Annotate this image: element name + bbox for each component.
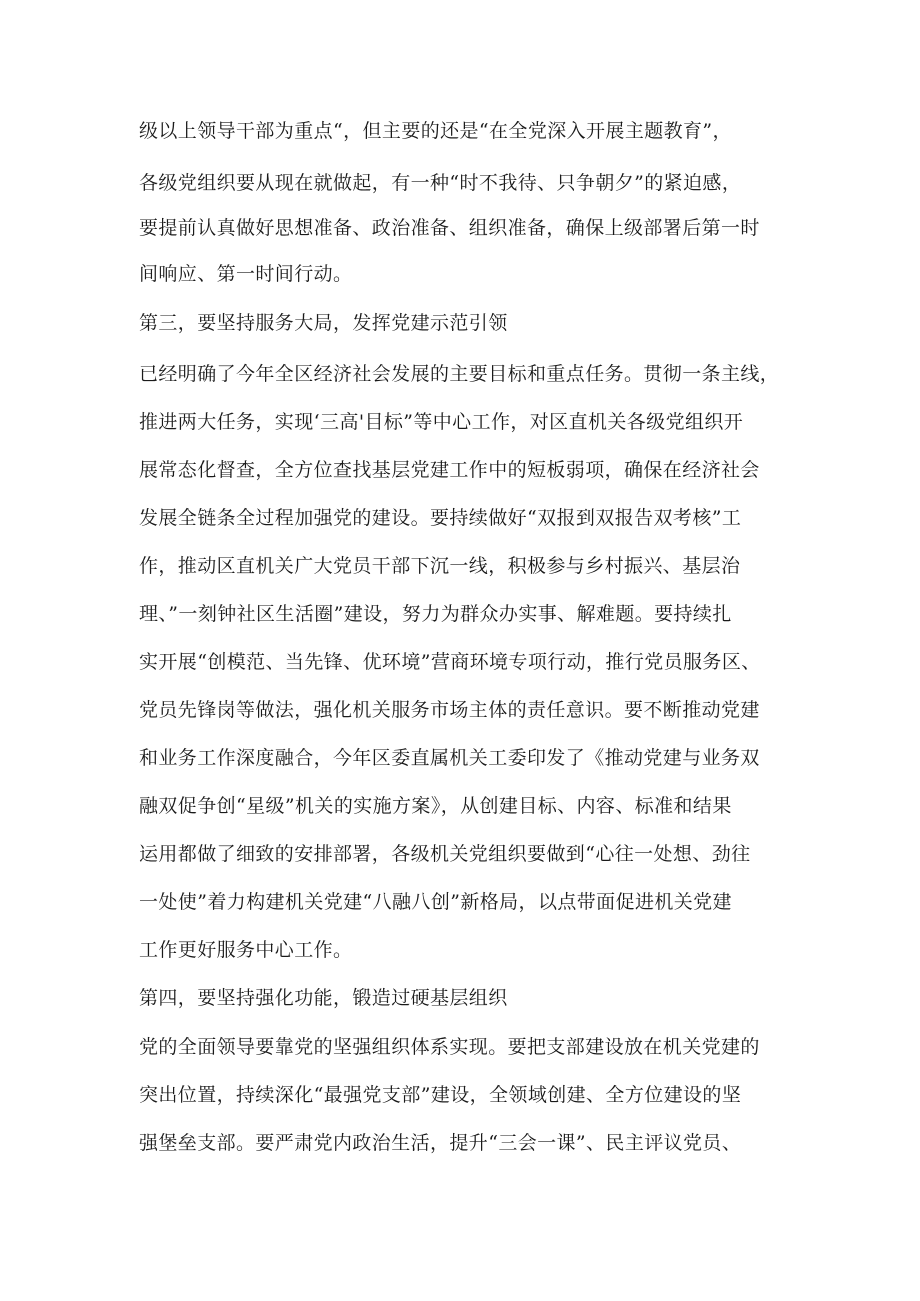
section-heading: 第四，要坚持强化功能，锻造过硬基层组织: [139, 987, 508, 1009]
body-text-line: 已经明确了今年全区经济社会发展的主要目标和重点任务。贯彻一条主线，: [139, 363, 780, 385]
section-heading: 第三，要坚持服务大局，发挥党建示范引领: [139, 312, 508, 334]
body-text-line: 融双促争创“星级”机关的实施方案》，从创建目标、内容、标准和结果: [139, 795, 732, 817]
body-text-line: 发展全链条全过程加强党的建设。要持续做好“双报到双报告双考核”工: [139, 507, 742, 529]
body-text-line: 推进两大任务，实现‘三高'目标”等中心工作，对区直机关各级党组织开: [139, 411, 744, 433]
body-text-line: 党员先锋岗等做法，强化机关服务市场主体的责任意识。要不断推动党建: [139, 699, 760, 721]
body-text-line: 展常态化督查，全方位查找基层党建工作中的短板弱项，确保在经济社会: [139, 459, 760, 481]
body-text-line: 一处使”着力构建机关党建“八融八创”新格局，以点带面促进机关党建: [139, 891, 732, 913]
body-text-line: 各级党组织要从现在就做起，有一种“时不我待、只争朝夕”的紧迫感，: [139, 172, 742, 194]
body-text-line: 级以上领导干部为重点“，但主要的还是“在全党深入开展主题教育”，: [139, 120, 732, 142]
body-text-line: 实开展“创模范、当先锋、优环境”营商环境专项行动，推行党员服务区、: [139, 651, 761, 673]
body-text-line: 强堡垒支部。要严肃党内政治生活，提升“三会一课”、民主评议党员、: [139, 1132, 742, 1154]
body-text-line: 间响应、第一时间行动。: [139, 263, 353, 285]
body-text-line: 工作更好服务中心工作。: [139, 939, 353, 961]
body-text-line: 和业务工作深度融合，今年区委直属机关工委印发了《推动党建与业务双: [139, 747, 760, 769]
body-text-line: 理、”一刻钟社区生活圈”建设，努力为群众办实事、解难题。要持续扎: [139, 603, 732, 625]
body-text-line: 突出位置，持续深化“最强党支部”建设，全领域创建、全方位建设的坚: [139, 1084, 742, 1106]
body-text-line: 党的全面领导要靠党的坚强组织体系实现。要把支部建设放在机关党建的: [139, 1036, 760, 1058]
body-text-line: 作，推动区直机关广大党员干部下沉一线，积极参与乡村振兴、基层治: [139, 555, 741, 577]
body-text-line: 运用都做了细致的安排部署，各级机关党组织要做到“心往一处想、劲往: [139, 843, 751, 865]
body-text-line: 要提前认真做好思想准备、政治准备、组织准备，确保上级部署后第一时: [139, 217, 760, 239]
